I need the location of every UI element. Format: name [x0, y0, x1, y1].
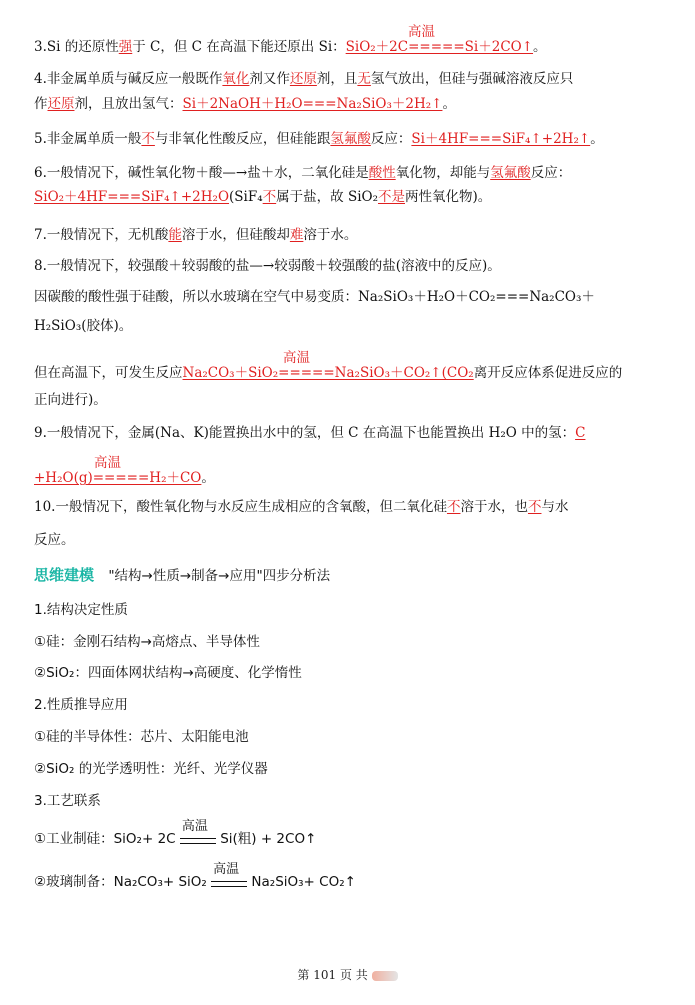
answer-blank: 不 [262, 189, 277, 205]
text: 6.一般情况下，碱性氧化物＋酸—→盐＋水，二氧化硅是 [34, 165, 369, 181]
subsection-1 [34, 601, 665, 619]
text: 10.一般情况下，酸性氧化物与水反应生成相应的含氧酸，但二氧化硅 [34, 499, 447, 515]
text: 与非氧化性酸反应，但硅能跟 [154, 131, 331, 147]
list-item [34, 819, 665, 848]
text: 于 C，但 C 在高温下能还原出 Si： [132, 39, 346, 55]
text: 反应。 [34, 532, 75, 548]
condition-label: 高温 [213, 862, 240, 877]
page-footer [0, 966, 695, 983]
paragraph-9-line-1 [34, 424, 665, 442]
condition-label: 高温 [283, 350, 310, 366]
answer-blank: 氢氟酸 [490, 165, 531, 181]
text: 两性氧化物)。 [405, 189, 492, 205]
paragraph-4-line-1 [34, 70, 665, 88]
text: 7.一般情况下，无机酸 [34, 227, 169, 243]
equals-bars [211, 881, 247, 887]
text: ①硅的半导体性：芯片、太阳能电池 [34, 729, 249, 745]
text: 属于盐，故 SiO₂ [276, 189, 378, 205]
answer-blank: 无 [357, 71, 371, 87]
list-item [34, 760, 665, 778]
text: 3.工艺联系 [34, 793, 101, 809]
list-item [34, 633, 665, 651]
paragraph-3 [34, 38, 665, 56]
text: 。 [442, 96, 456, 112]
text: ①工业制硅：SiO₂+ 2C [34, 831, 176, 847]
paragraph-9-line-2 [34, 469, 665, 487]
text: 9.一般情况下，金属(Na、K)能置换出水中的氢，但 C 在高温下也能置换出 H₂O 中的氢： [34, 425, 576, 441]
text: 5.非金属单质一般 [34, 131, 142, 147]
text: ②玻璃制备：Na₂CO₃+ SiO₂ [34, 874, 207, 890]
equation: Na₂CO₃＋SiO₂=====Na₂SiO₃＋CO₂↑(CO₂ [182, 365, 474, 381]
reaction-arrow [211, 862, 247, 891]
answer-blank: 还原 [47, 96, 75, 112]
answer-blank: 不 [141, 131, 155, 147]
condition-label: 高温 [94, 455, 121, 471]
text: 反应： [530, 165, 572, 181]
equation: C [575, 425, 586, 441]
paragraph-8-line-5 [34, 391, 665, 409]
text: Na₂SiO₃+ CO₂↑ [251, 874, 356, 890]
text: 因碳酸的酸性强于硅酸，所以水玻璃在空气中易变质：Na₂SiO₃＋H₂O＋CO₂===Na₂CO₃＋ [34, 289, 595, 305]
equation: +H₂O(g)=====H₂＋CO [34, 470, 202, 486]
reaction-arrow [180, 819, 216, 848]
equation: Si＋4HF===SiF₄↑+2H₂↑ [411, 131, 591, 147]
text: 3.Si 的还原性 [34, 39, 119, 55]
paragraph-6-line-1 [34, 164, 665, 182]
text: 8.一般情况下，较强酸＋较弱酸的盐—→较弱酸＋较强酸的盐(溶液中的反应)。 [34, 258, 501, 274]
text: 溶于水，但硅酸却 [181, 227, 290, 243]
page-number: 第 101 页 共 [297, 968, 368, 982]
text: 剂又作 [249, 71, 290, 87]
text: ②SiO₂ 的光学透明性：光纤、光学仪器 [34, 761, 268, 777]
text: Si(粗) + 2CO↑ [220, 831, 317, 847]
redaction-mark [372, 971, 398, 981]
answer-blank: 不 [446, 499, 461, 515]
subsection-3 [34, 792, 665, 810]
section-heading: 思维建模 [34, 566, 95, 584]
equation: SiO₂＋2C=====Si＋2CO↑ [345, 39, 534, 55]
answer-blank: 氧化 [222, 71, 250, 87]
paragraph-8-line-1 [34, 257, 665, 275]
list-item [34, 728, 665, 746]
list-item [34, 664, 665, 682]
equals-bars [180, 838, 216, 844]
answer-blank: 难 [289, 227, 304, 243]
text: (SiF₄ [229, 189, 263, 205]
paragraph-8-line-3 [34, 317, 665, 335]
text: 4.非金属单质与碱反应一般既作 [34, 71, 223, 87]
paragraph-10-line-1 [34, 498, 665, 516]
text: 2.性质推导应用 [34, 697, 128, 713]
text: 剂，且放出氢气： [74, 96, 183, 112]
paragraph-10-line-2 [34, 531, 665, 549]
text: 反应： [370, 131, 412, 147]
answer-blank: 不 [527, 499, 542, 515]
text: 。 [533, 39, 547, 55]
list-item [34, 862, 665, 891]
text: 。 [201, 470, 215, 486]
text: 氧化物，却能与 [395, 165, 491, 181]
condition-label: 高温 [408, 24, 435, 40]
paragraph-7 [34, 226, 665, 244]
answer-blank: 还原 [289, 71, 317, 87]
answer-blank: 强 [118, 39, 133, 55]
answer-blank: 酸性 [368, 165, 396, 181]
text: ①硅：金刚石结构→高熔点、半导体性 [34, 634, 260, 650]
text: 但在高温下，可发生反应 [34, 365, 183, 381]
paragraph-5 [34, 130, 665, 148]
text: 剂，且 [316, 71, 358, 87]
answer-blank: 氢氟酸 [330, 131, 371, 147]
paragraph-4-line-2 [34, 95, 665, 113]
paragraph-8-line-4 [34, 364, 665, 382]
condition-label: 高温 [181, 819, 208, 834]
paragraph-8-line-2 [34, 288, 665, 306]
text: H₂SiO₃(胶体)。 [34, 318, 133, 334]
answer-blank: 不是 [378, 189, 405, 205]
text: 与水 [541, 499, 569, 515]
section-title: "结构→性质→制备→应用"四步分析法 [108, 568, 331, 584]
text: 溶于水。 [303, 227, 358, 243]
subsection-2 [34, 696, 665, 714]
equation: SiO₂＋4HF===SiF₄↑+2H₂O [34, 189, 230, 205]
text: 正向进行)。 [34, 392, 107, 408]
answer-blank: 能 [168, 227, 182, 243]
text: 。 [590, 131, 604, 147]
paragraph-6-line-2 [34, 188, 665, 206]
text: ②SiO₂：四面体网状结构→高硬度、化学惰性 [34, 665, 302, 681]
section-header [34, 566, 665, 585]
equation: Si＋2NaOH＋H₂O===Na₂SiO₃＋2H₂↑ [182, 96, 443, 112]
text: 1.结构决定性质 [34, 602, 128, 618]
text: 氢气放出，但硅与强碱溶液反应只 [370, 71, 574, 87]
text: 作 [34, 96, 48, 112]
text: 离开反应体系促进反应的 [473, 365, 623, 381]
text: 溶于水，也 [460, 499, 528, 515]
